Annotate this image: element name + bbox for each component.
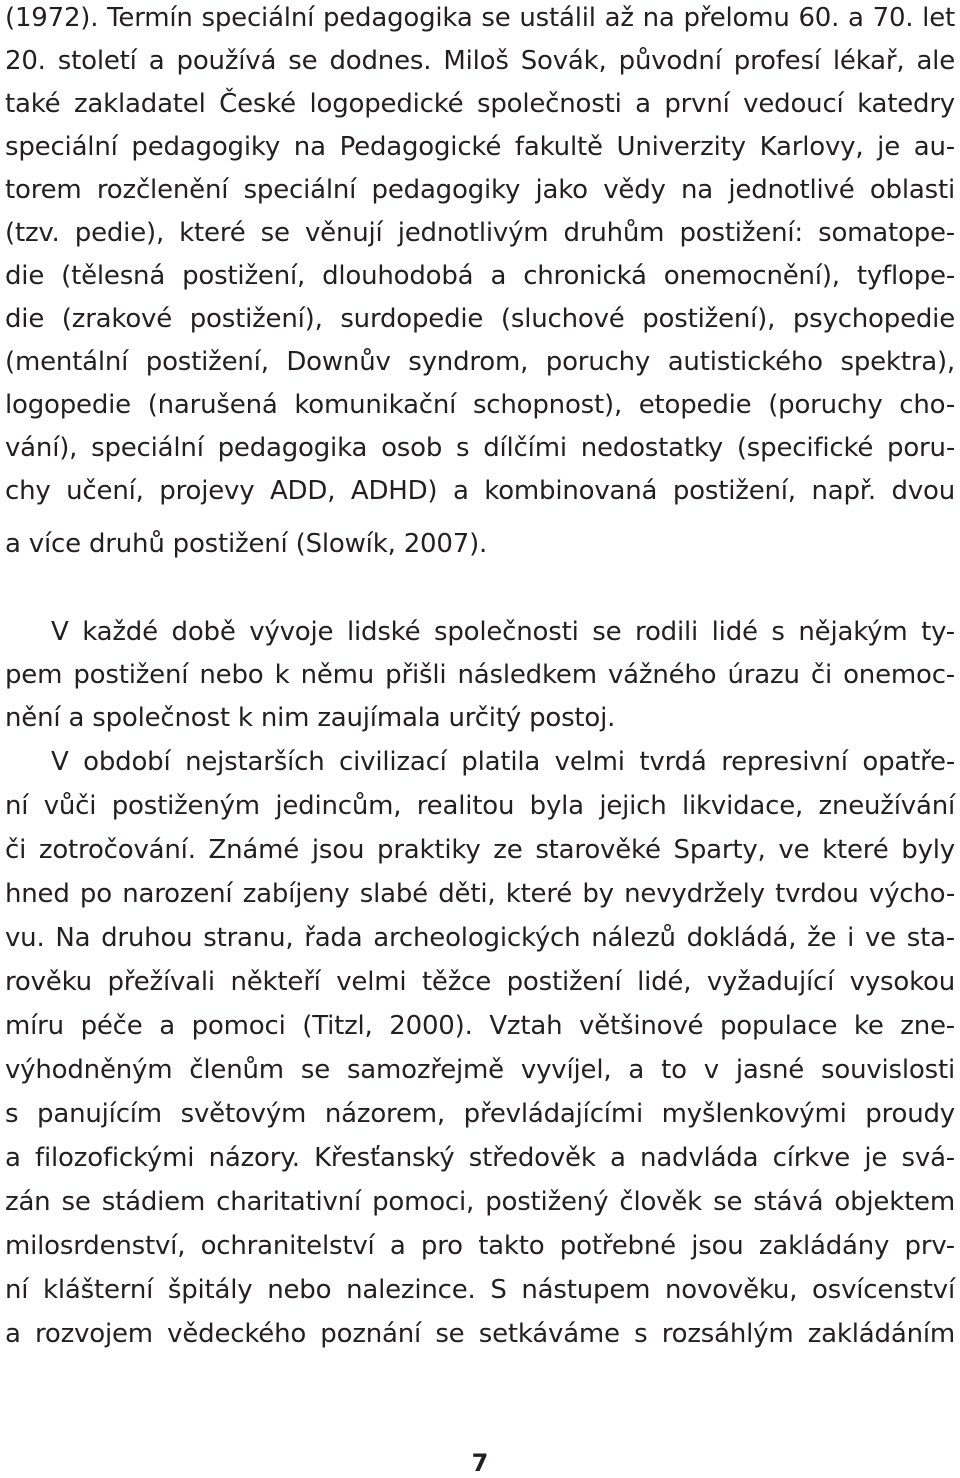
text-line: a rozvojem vědeckého poznání se setkáváme s rozsáhlým zakládáním [5, 1319, 955, 1349]
text-line: rověku přežívali někteří velmi těžce postižení lidé, vyžadující vysokou [5, 967, 955, 997]
text-line: milosrdenství, ochranitelství a pro takto potřebné jsou zakládány prv- [5, 1231, 955, 1261]
text-line: ní vůči postiženým jedincům, realitou byla jejich likvidace, zneužívání [5, 791, 955, 821]
text-line: V každé době vývoje lidské společnosti se rodili lidé s nějakým ty- [51, 617, 955, 647]
text-line: a více druhů postižení (Slowík, 2007). [5, 529, 488, 559]
text-line: logopedie (narušená komunikační schopnost), etopedie (poruchy cho- [5, 390, 955, 420]
text-line: hned po narození zabíjeny slabé děti, které by nevydržely tvrdou výcho- [5, 879, 955, 909]
text-line: pem postižení nebo k němu přišli následkem vážného úrazu či onemoc- [5, 660, 955, 690]
text-line: (tzv. pedie), které se věnují jednotlivým druhům postižení: somatope- [5, 218, 955, 248]
text-line: s panujícím světovým názorem, převládajícími myšlenkovými proudy [5, 1099, 955, 1129]
text-line: vu. Na druhou stranu, řada archeologických nálezů dokládá, že i ve sta- [5, 923, 955, 953]
text-line: výhodněným členům se samozřejmě vyvíjel, a to v jasné souvislosti [5, 1055, 955, 1085]
text-line: V období nejstarších civilizací platila velmi tvrdá represivní opatře- [51, 747, 955, 777]
text-line: či zotročování. Známé jsou praktiky ze starověké Sparty, ve které byly [5, 835, 955, 865]
text-line: zán se stádiem charitativní pomoci, postižený člověk se stává objektem [5, 1187, 955, 1217]
text-line: také zakladatel České logopedické společnosti a první vedoucí katedry [5, 89, 955, 119]
text-line: nění a společnost k nim zaujímala určitý postoj. [5, 703, 616, 733]
text-line: die (zrakové postižení), surdopedie (sluchové postižení), psychopedie [5, 304, 955, 334]
text-line: vání), speciální pedagogika osob s dílčími nedostatky (specifické poru- [5, 433, 955, 463]
text-line: (mentální postižení, Downův syndrom, poruchy autistického spektra), [5, 347, 955, 377]
text-line: 20. století a používá se dodnes. Miloš Sovák, původní profesí lékař, ale [5, 46, 955, 76]
text-line: speciální pedagogiky na Pedagogické fakultě Univerzity Karlovy, je au- [5, 132, 955, 162]
page-number: 7 [471, 1449, 489, 1477]
text-line: die (tělesná postižení, dlouhodobá a chronická onemocnění), tyflope- [5, 261, 955, 291]
text-line: (1972). Termín speciální pedagogika se ustálil až na přelomu 60. a 70. let [5, 3, 955, 33]
text-line: torem rozčlenění speciální pedagogiky jako vědy na jednotlivé oblasti [5, 175, 955, 205]
text-line: a filozofickými názory. Křesťanský středověk a nadvláda církve je svá- [5, 1143, 955, 1173]
text-line: ní klášterní špitály nebo nalezince. S nástupem novověku, osvícenství [5, 1275, 955, 1305]
text-line: chy učení, projevy ADD, ADHD) a kombinovaná postižení, např. dvou [5, 476, 955, 506]
text-line: míru péče a pomoci (Titzl, 2000). Vztah většinové populace ke zne- [5, 1011, 955, 1041]
